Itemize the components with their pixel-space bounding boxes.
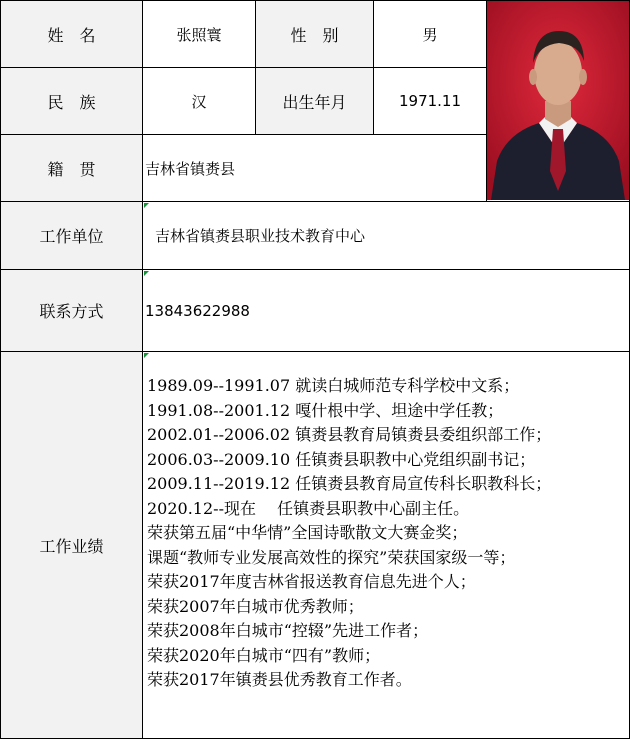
achievements-label: 工作业绩 [1,352,143,739]
cell-corner-marker [144,353,149,358]
achievement-line: 荣获2017年度吉林省报送教育信息先进个人； [147,572,476,591]
portrait-photo [487,1,629,200]
achievement-line: 荣获2008年白城市“控辍”先进工作者； [147,621,429,640]
achievement-line: 2002.01--2006.02 镇赉县教育局镇赉县委组织部工作； [147,425,552,444]
name-value: 张照寰 [143,1,256,68]
achievement-line: 1991.08--2001.12 嘎什根中学、坦途中学任教； [147,400,504,420]
achievement-line: 2020.12--现在 任镇赉县职教中心副主任。 [147,498,470,518]
achievement-line: 课题“教师专业发展高效性的探究”荣获国家级一等； [147,547,516,567]
contact-value: 13843622988 [143,270,630,352]
native-place-label: 籍 贯 [1,135,143,202]
contact-label: 联系方式 [1,270,143,352]
achievement-line: 2009.11--2019.12 任镇赉县教育局宣传科长职教科长； [147,474,552,493]
achievement-line: 1989.09--1991.07 就读白城师范专科学校中文系； [147,376,520,395]
gender-value: 男 [374,1,487,68]
birth-label: 出生年月 [256,68,374,135]
achievement-line: 荣获2017年镇赉县优秀教育工作者。 [147,670,412,689]
name-label: 姓 名 [1,1,143,68]
achievement-line: 荣获2007年白城市优秀教师； [147,596,364,616]
gender-label: 性 别 [256,1,374,68]
birth-value: 1971.11 [374,68,487,135]
work-unit-label: 工作单位 [1,202,143,270]
achievement-line: 2006.03--2009.10 任镇赉县职教中心党组织副书记； [147,449,536,469]
achievements-list [147,374,627,693]
work-unit-value: 吉林省镇赉县职业技术教育中心 [143,202,630,270]
ethnicity-value: 汉 [143,68,256,135]
cell-corner-marker [144,271,149,276]
achievement-line: 荣获第五届“中华情”全国诗歌散文大赛金奖； [147,523,468,542]
cell-corner-marker [144,203,149,208]
achievement-line: 荣获2020年白城市“四有”教师； [147,645,381,665]
ethnicity-label: 民 族 [1,68,143,135]
native-place-value: 吉林省镇赉县 [143,135,487,202]
